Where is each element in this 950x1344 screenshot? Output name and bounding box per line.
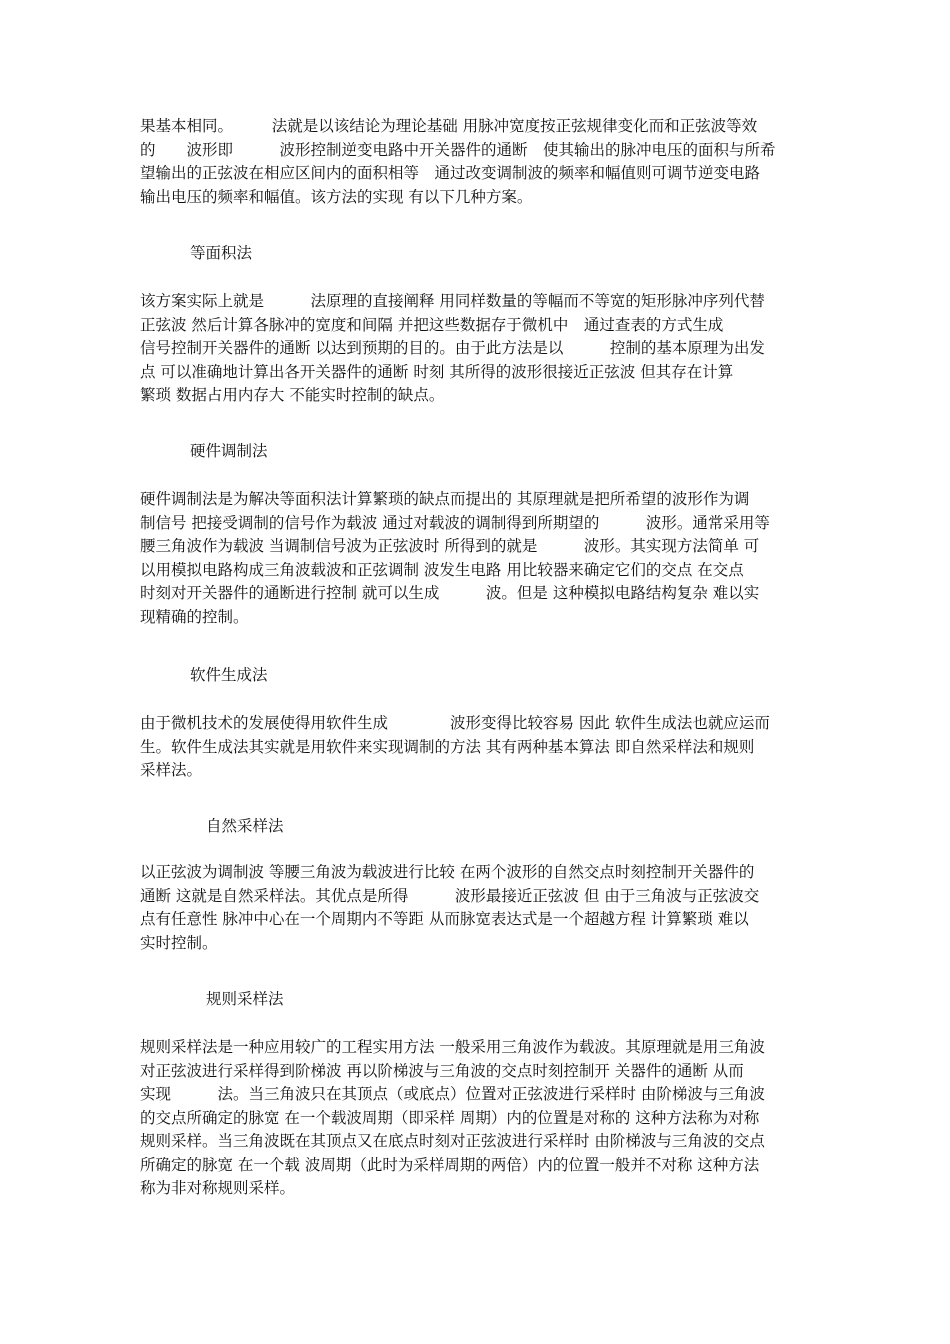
text-line: 硬件调制法是为解决等面积法计算繁琐的缺点而提出的 其原理就是把所希望的波形作为调	[140, 490, 750, 508]
text-line: 的 波形即 波形控制逆变电路中开关器件的通断 使其输出的脉冲电压的面积与所希	[140, 140, 776, 159]
text-line: 果基本相同。 法就是以该结论为理论基础 用脉冲宽度按正弦规律变化而和正弦波等效	[140, 117, 758, 135]
text-line: 信号控制开关器件的通断 以达到预期的目的。由于此方法是以 控制的基本原理为出发	[140, 339, 765, 357]
text-line: 的交点所确定的脉宽 在一个载波周期（即采样 周期）内的位置是对称的 这种方法称为对称	[140, 1108, 760, 1127]
text-line: 由于微机技术的发展使得用软件生成 波形变得比较容易 因此 软件生成法也就应运而	[140, 714, 770, 732]
text-line: 对正弦波进行采样得到阶梯波 再以阶梯波与三角波的交点时刻控制开 关器件的通断 从而	[140, 1061, 744, 1080]
text-line: 现精确的控制。	[140, 607, 249, 626]
paragraph-intro	[140, 115, 812, 209]
text-line: 规则采样法是一种应用较广的工程实用方法 一般采用三角波作为载波。其原理就是用三角波	[140, 1038, 765, 1056]
paragraph-regular-sampling	[140, 1036, 812, 1201]
text-line: 望输出的正弦波在相应区间内的面积相等 通过改变调制波的频率和幅值则可调节逆变电路	[140, 164, 761, 182]
text-line: 通断 这就是自然采样法。其优点是所得 波形最接近正弦波 但 由于三角波与正弦波交	[140, 886, 760, 905]
text-line: 制信号 把接受调制的信号作为载波 通过对载波的调制得到所期望的 波形。通常采用等	[140, 513, 770, 532]
text-line: 以用模拟电路构成三角波载波和正弦调制 波发生电路 用比较器来确定它们的交点 在交点	[140, 560, 744, 579]
text-line: 规则采样。当三角波既在其顶点又在底点时刻对正弦波进行采样时 由阶梯波与三角波的交点	[140, 1132, 765, 1150]
text-line: 以正弦波为调制波 等腰三角波为载波进行比较 在两个波形的自然交点时刻控制开关器件的	[140, 863, 755, 881]
section-heading-regular-sampling: 规则采样法	[206, 990, 284, 1008]
text-line: 该方案实际上就是 法原理的直接阐释 用同样数量的等幅而不等宽的矩形脉冲序列代替	[140, 292, 765, 310]
text-line: 实时控制。	[140, 933, 218, 952]
text-line: 时刻对开关器件的通断进行控制 就可以生成 波。但是 这种模拟电路结构复杂 难以实	[140, 584, 760, 602]
text-line: 称为非对称规则采样。	[140, 1179, 296, 1197]
section-heading-equal-area: 等面积法	[190, 244, 253, 262]
text-line: 所确定的脉宽 在一个载 波周期（此时为采样周期的两倍）内的位置一般并不对称 这种方法	[140, 1155, 760, 1174]
text-line: 实现 法。当三角波只在其顶点（或底点）位置对正弦波进行采样时 由阶梯波与三角波	[140, 1085, 765, 1103]
text-line: 输出电压的频率和幅值。该方法的实现 有以下几种方案。	[140, 187, 533, 206]
text-line: 采样法。	[140, 761, 203, 779]
paragraph-software-generation	[140, 712, 812, 783]
paragraph-natural-sampling	[140, 861, 812, 955]
section-heading-hardware-modulation: 硬件调制法	[190, 442, 268, 460]
text-line: 正弦波 然后计算各脉冲的宽度和间隔 并把这些数据存于微机中 通过查表的方式生成	[140, 315, 724, 334]
text-line: 繁琐 数据占用内存大 不能实时控制的缺点。	[140, 386, 445, 404]
section-heading-natural-sampling: 自然采样法	[206, 817, 284, 835]
text-line: 腰三角波作为载波 当调制信号波为正弦波时 所得到的就是 波形。其实现方法简单 可	[140, 537, 760, 555]
section-heading-software-generation: 软件生成法	[190, 666, 268, 684]
text-line: 生。软件生成法其实就是用软件来实现调制的方法 其有两种基本算法 即自然采样法和规则	[140, 737, 755, 756]
paragraph-equal-area	[140, 290, 812, 408]
paragraph-hardware-modulation	[140, 488, 812, 629]
text-line: 点 可以准确地计算出各开关器件的通断 时刻 其所得的波形很接近正弦波 但其存在计算	[140, 362, 734, 381]
text-line: 点有任意性 脉冲中心在一个周期内不等距 从而脉宽表达式是一个超越方程 计算繁琐 难以	[140, 910, 749, 928]
